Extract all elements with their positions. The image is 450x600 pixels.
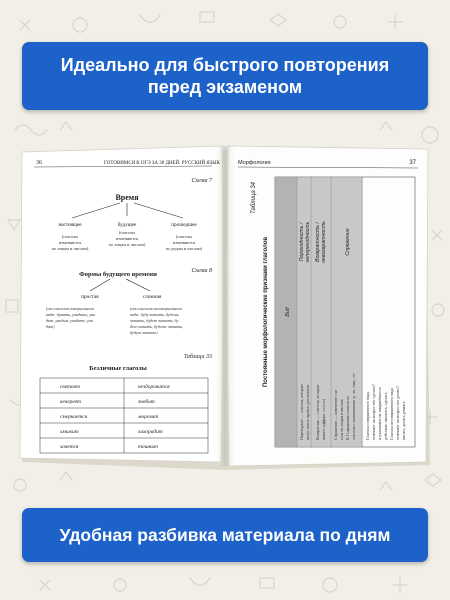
table34-cell-transitivity: Переходные — глаголы, которые bbox=[299, 384, 304, 440]
scheme7-label: Схема 7 bbox=[191, 178, 212, 184]
scheme7-note-present: (глаголы bbox=[61, 234, 79, 239]
svg-text:по родам и числам): по родам и числам) bbox=[165, 246, 203, 251]
table33-cell-r0-c1: нездоровится bbox=[138, 384, 170, 390]
top-banner-line-1: Идеально для быстрого повторения bbox=[60, 55, 390, 75]
svg-text:по лицам и числам): по лицам и числам) bbox=[51, 246, 89, 251]
svg-text:читать, будет читать, бу: читать, будет читать, бу bbox=[130, 318, 179, 323]
scheme8-branch-compound: сложная bbox=[142, 294, 162, 300]
svg-text:могут иметь прямое дополнение: могут иметь прямое дополнение bbox=[305, 384, 310, 440]
scheme7-branch-future: будущее bbox=[117, 222, 137, 228]
table34-col-conjugation: Спряжение bbox=[345, 228, 351, 256]
scheme7-root: Время bbox=[115, 193, 139, 202]
svg-text:изменяются: изменяются bbox=[172, 240, 196, 245]
svg-text:будут читать): будут читать) bbox=[130, 330, 158, 335]
svg-text:отвечают на вопрос что делать?: отвечают на вопрос что делать? bbox=[395, 385, 400, 440]
left-page-number: 36 bbox=[36, 160, 42, 166]
svg-text:Глаголы несовершенного вида: Глаголы несовершенного вида bbox=[389, 388, 394, 440]
scheme8-branch-simple: простая bbox=[81, 294, 99, 300]
svg-text:невозвратность: невозвратность bbox=[321, 221, 327, 263]
svg-text:глаголы с окончаниями -у, -ю,: глаголы с окончаниями -у, -ю, -ешь, -ет bbox=[351, 373, 356, 440]
left-running-header: ГОТОВИМСЯ К ОГЭ ЗА 30 ДНЕЙ. РУССКИЙ ЯЗЫК bbox=[104, 161, 220, 166]
scheme7-branch-present: настоящее bbox=[58, 222, 82, 228]
svg-text:и указывают на завершённость: и указывают на завершённость bbox=[377, 387, 382, 440]
svg-text:вида: буду читать, будешь: вида: буду читать, будешь bbox=[130, 312, 179, 317]
scheme7-branch-past: прошедшее bbox=[171, 222, 197, 228]
svg-text:имеют суффикс -ся (-сь): имеют суффикс -ся (-сь) bbox=[321, 398, 326, 440]
svg-text:гола по лицам и числам.: гола по лицам и числам. bbox=[339, 398, 344, 440]
svg-text:изменяются: изменяются bbox=[58, 240, 82, 245]
svg-text:по лицам и числам): по лицам и числам) bbox=[108, 242, 146, 247]
scheme8-label: Схема 8 bbox=[191, 268, 212, 274]
svg-text:писать, делать, решать: писать, делать, решать bbox=[401, 401, 406, 440]
scheme7-note-past: (глаголы bbox=[175, 234, 193, 239]
table33-cell-r0-c0: светает bbox=[60, 384, 80, 390]
table33-title: Безличные глаголы bbox=[89, 365, 147, 372]
table34-cell-aspect: Глаголы совершенного вида bbox=[365, 392, 370, 440]
svg-text:дят): дят) bbox=[46, 324, 55, 329]
table33-cell-r3-c0: хмыкит bbox=[60, 429, 79, 435]
table34-cell-conjugation: Спряжение — изменение гла- bbox=[333, 389, 338, 440]
table34-label: Таблица 34 bbox=[251, 182, 257, 215]
right-page-number: 37 bbox=[409, 160, 416, 166]
svg-text:дем читать, будете читать,: дем читать, будете читать, bbox=[130, 324, 183, 329]
table34-col-reflexivity: Возвратность / bbox=[315, 222, 321, 262]
svg-text:непереходность: непереходность bbox=[305, 221, 311, 263]
top-banner-line-2: перед экзаменом bbox=[147, 77, 303, 97]
bottom-banner bbox=[22, 508, 428, 562]
svg-text:вида: думать, увидишь, уви: вида: думать, увидишь, уви bbox=[46, 312, 96, 317]
table33-cell-r2-c0: смеркается bbox=[60, 414, 88, 420]
scheme7-note-future: (глаголы bbox=[118, 230, 136, 235]
table33-cell-r1-c1: знобит bbox=[138, 399, 155, 405]
table34-cell-reflexivity: Возвратные — глаголы, которые bbox=[315, 384, 320, 440]
table33-cell-r1-c0: вечереет bbox=[60, 399, 81, 405]
svg-text:изменяются: изменяются bbox=[115, 236, 139, 241]
table33-cell-r4-c0: хочется bbox=[60, 444, 79, 450]
table34-title: Постоянные морфологические признаки глаголов bbox=[263, 236, 269, 388]
svg-text:отвечают на вопрос что сделать: отвечают на вопрос что сделать? bbox=[371, 384, 376, 440]
bottom-banner-text: Удобная разбивка материала по дням bbox=[59, 524, 391, 545]
scheme8-note-compound: (от глаголов несовершенного bbox=[130, 306, 183, 311]
scheme8-root: Формы будущего времени bbox=[79, 271, 157, 278]
svg-text:дит, увидим, увидите, уви: дит, увидим, увидите, уви bbox=[46, 318, 93, 323]
table33-label: Таблица 33 bbox=[183, 354, 212, 360]
svg-text:К I спряжению относятся: К I спряжению относятся bbox=[345, 396, 350, 440]
scheme8-note-simple: (от глаголов совершенного bbox=[46, 306, 95, 311]
table34-col-transitivity: Переходность / bbox=[299, 222, 305, 262]
table33-cell-r4-c1: тошнит bbox=[138, 444, 158, 450]
svg-text:действия: написать, сделать.: действия: написать, сделать. bbox=[383, 391, 388, 440]
right-running-header: Морфология bbox=[238, 160, 271, 166]
table33-cell-r2-c1: морозит bbox=[138, 414, 159, 420]
table33-cell-r3-c1: лихорадит bbox=[138, 429, 163, 435]
table34-col-aspect: Вид bbox=[285, 307, 291, 317]
